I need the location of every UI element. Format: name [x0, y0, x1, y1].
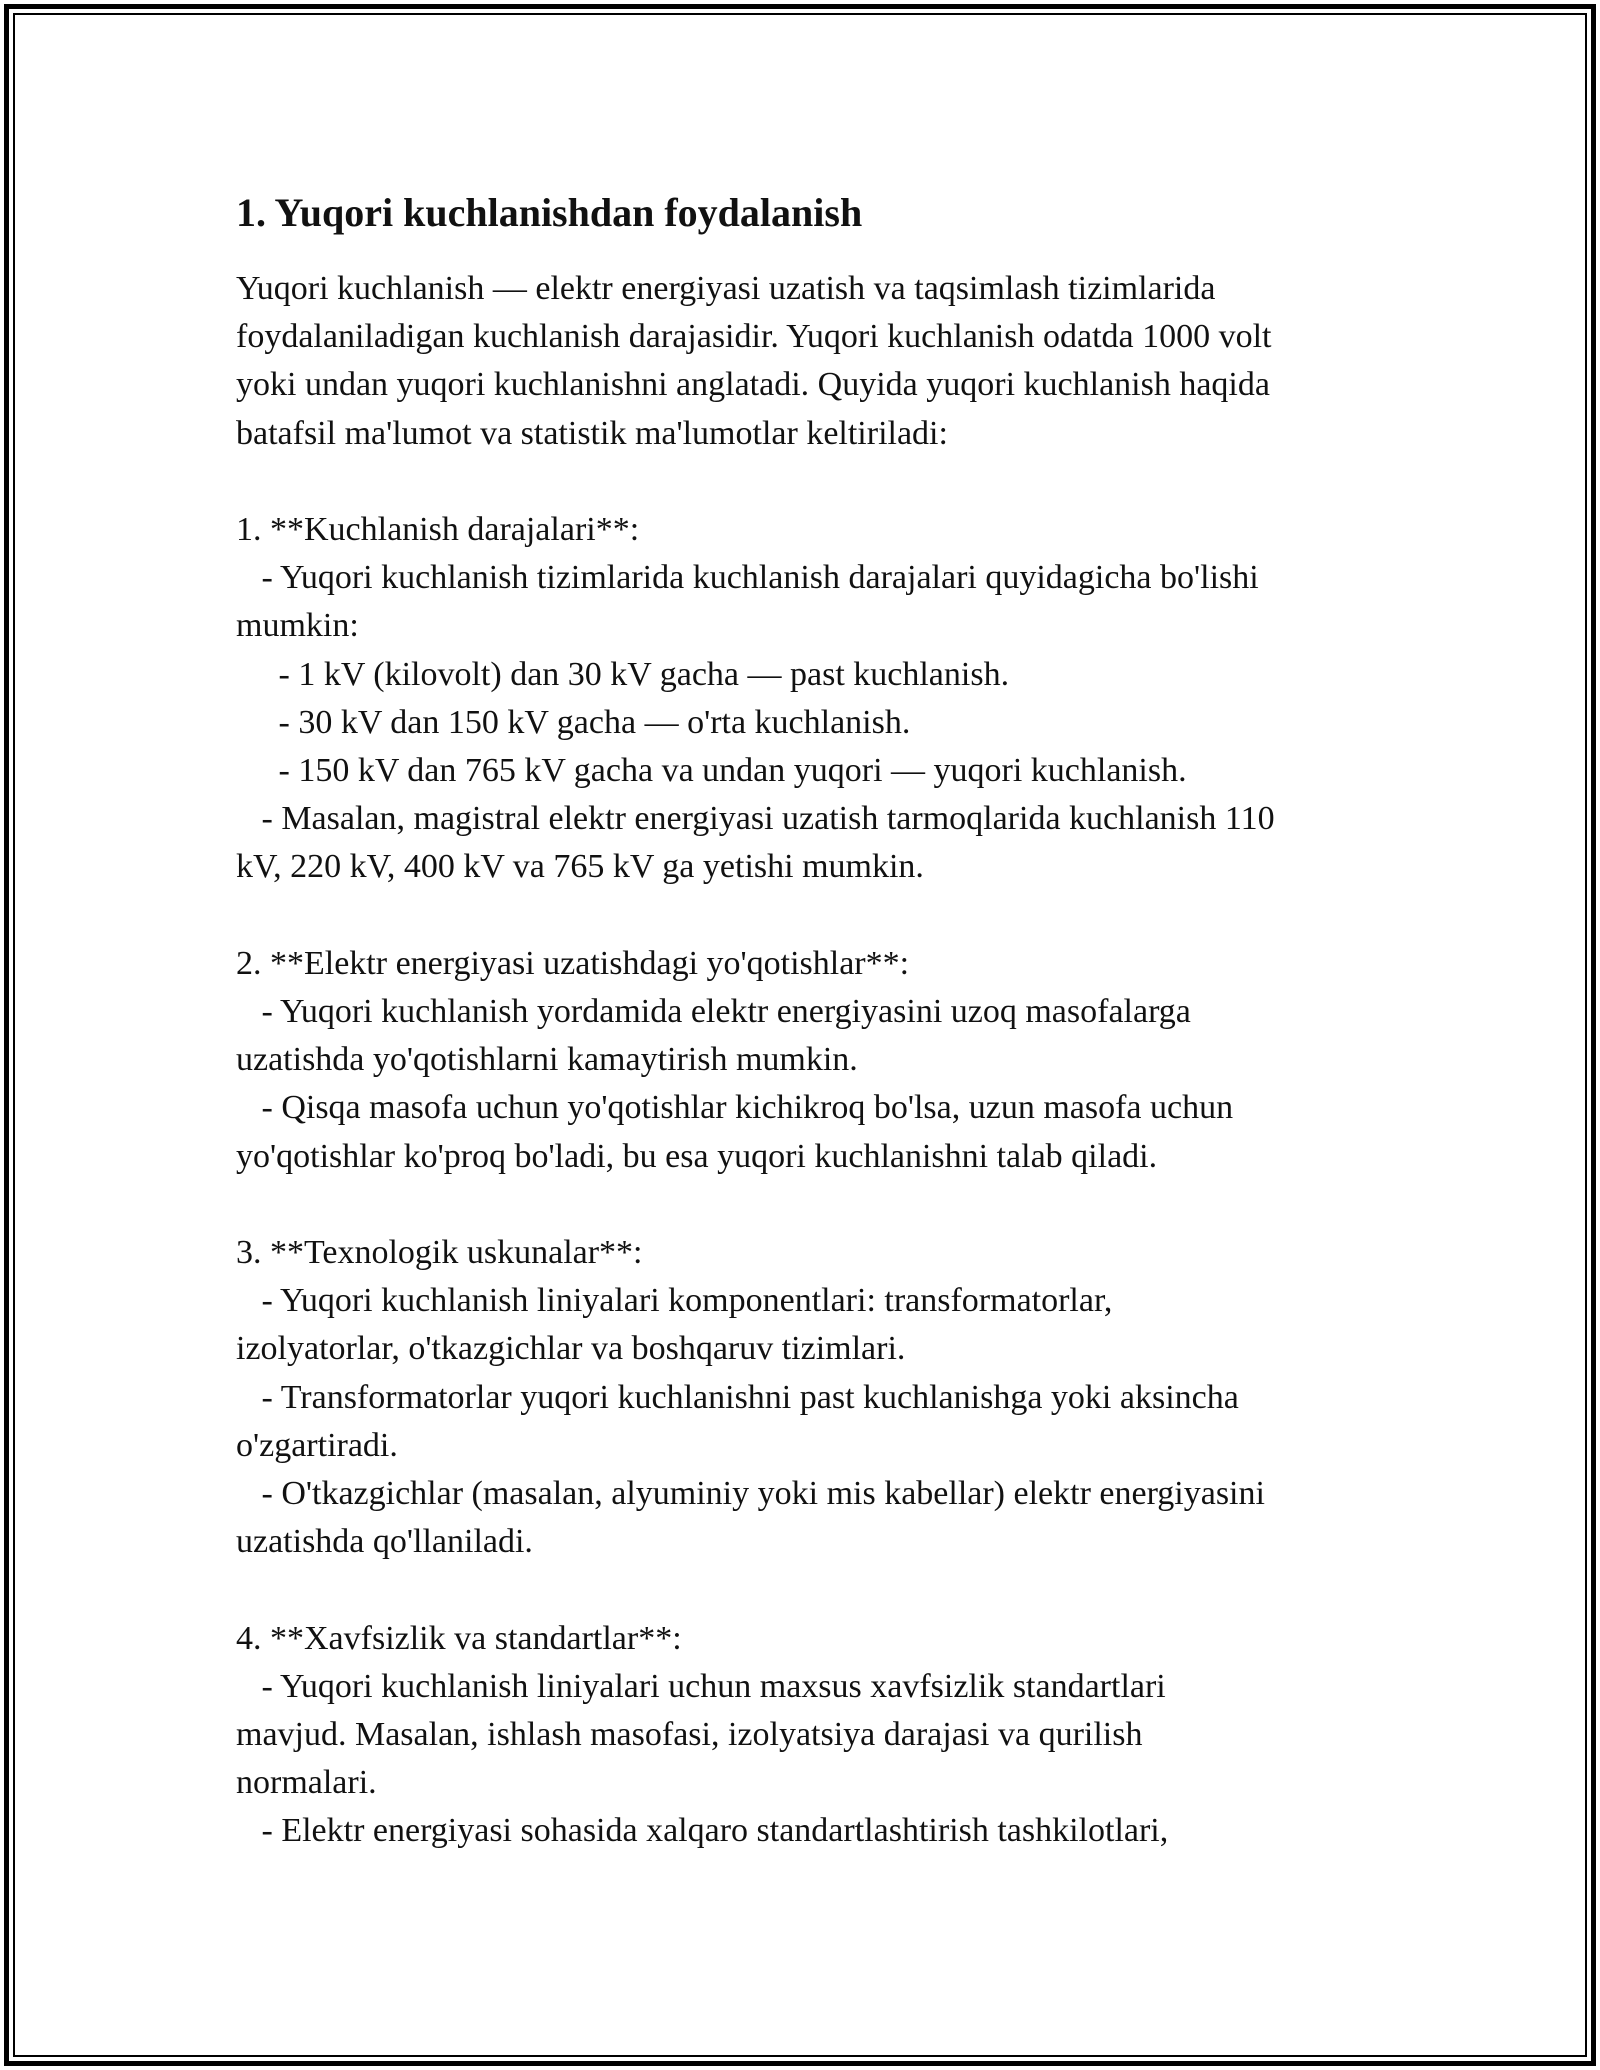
section-heading: 1. **Kuchlanish darajalari**: — [236, 511, 640, 548]
list-item: - Yuqori kuchlanish liniyalari uchun maxsus xavfsizlik standartlari — [236, 1667, 1166, 1705]
list-item: - Yuqori kuchlanish yordamida elektr energiyasini uzoq masofalarga — [236, 993, 1191, 1031]
list-item-continuation: mumkin: — [236, 607, 359, 645]
list-item-continuation: kV, 220 kV, 400 kV va 765 kV ga yetishi mumkin. — [236, 848, 924, 886]
document-body — [236, 185, 1396, 1856]
intro-line: batafsil ma'lumot va statistik ma'lumotlar keltiriladi: — [236, 414, 948, 452]
section-heading: 2. **Elektr energiyasi uzatishdagi yo'qotishlar**: — [236, 944, 910, 982]
list-item-continuation: normalari. — [236, 1764, 377, 1802]
sub-list-item: - 30 kV dan 150 kV gacha — o'rta kuchlanish. — [236, 703, 911, 741]
section-technological-equipment — [236, 1229, 1396, 1615]
list-item: - Yuqori kuchlanish tizimlarida kuchlanish darajalari quyidagicha bo'lishi — [236, 559, 1259, 597]
intro-line: foydalaniladigan kuchlanish darajasidir. Yuqori kuchlanish odatda 1000 volt — [236, 318, 1272, 356]
section-safety-standards — [236, 1615, 1396, 1856]
intro-paragraph — [236, 265, 1396, 506]
section-voltage-levels — [236, 506, 1396, 940]
section-heading: 3. **Texnologik uskunalar**: — [236, 1234, 643, 1272]
paragraph-gap — [236, 1181, 1396, 1229]
sub-list-item: - 150 kV dan 765 kV gacha va undan yuqori — yuqori kuchlanish. — [236, 752, 1187, 790]
list-item-continuation: izolyatorlar, o'tkazgichlar va boshqaruv tizimlari. — [236, 1330, 906, 1368]
list-item-continuation: uzatishda yo'qotishlarni kamaytirish mumkin. — [236, 1041, 858, 1079]
list-item: - Yuqori kuchlanish liniyalari komponentlari: transformatorlar, — [236, 1282, 1113, 1320]
intro-line: Yuqori kuchlanish — elektr energiyasi uzatish va taqsimlash tizimlarida — [236, 270, 1216, 307]
paragraph-gap — [236, 1566, 1396, 1614]
list-item-continuation: uzatishda qo'llaniladi. — [236, 1523, 533, 1561]
list-item: - Transformatorlar yuqori kuchlanishni past kuchlanishga yoki aksincha — [236, 1378, 1239, 1416]
list-item-continuation: o'zgartiradi. — [236, 1426, 398, 1464]
list-item: - Qisqa masofa uchun yo'qotishlar kichikroq bo'lsa, uzun masofa uchun — [236, 1089, 1234, 1127]
list-item: - Elektr energiyasi sohasida xalqaro standartlashtirish tashkilotlari, — [236, 1812, 1169, 1850]
list-item-continuation: yo'qotishlar ko'proq bo'ladi, bu esa yuqori kuchlanishni talab qiladi. — [236, 1137, 1158, 1175]
list-item: - O'tkazgichlar (masalan, alyuminiy yoki mis kabellar) elektr energiyasini — [236, 1475, 1265, 1513]
list-item-continuation: mavjud. Masalan, ishlash masofasi, izolyatsiya darajasi va qurilish — [236, 1716, 1143, 1754]
section-transmission-losses — [236, 940, 1396, 1229]
intro-line: yoki undan yuqori kuchlanishni anglatadi. Quyida yuqori kuchlanish haqida — [236, 366, 1270, 404]
section-heading: 4. **Xavfsizlik va standartlar**: — [236, 1619, 682, 1657]
document-title: 1. Yuqori kuchlanishdan foydalanish — [236, 190, 863, 235]
sub-list-item: - 1 kV (kilovolt) dan 30 kV gacha — past kuchlanish. — [236, 655, 1010, 693]
paragraph-gap — [236, 458, 1396, 506]
list-item: - Masalan, magistral elektr energiyasi uzatish tarmoqlarida kuchlanish 110 — [236, 800, 1275, 838]
paragraph-gap — [236, 892, 1396, 940]
